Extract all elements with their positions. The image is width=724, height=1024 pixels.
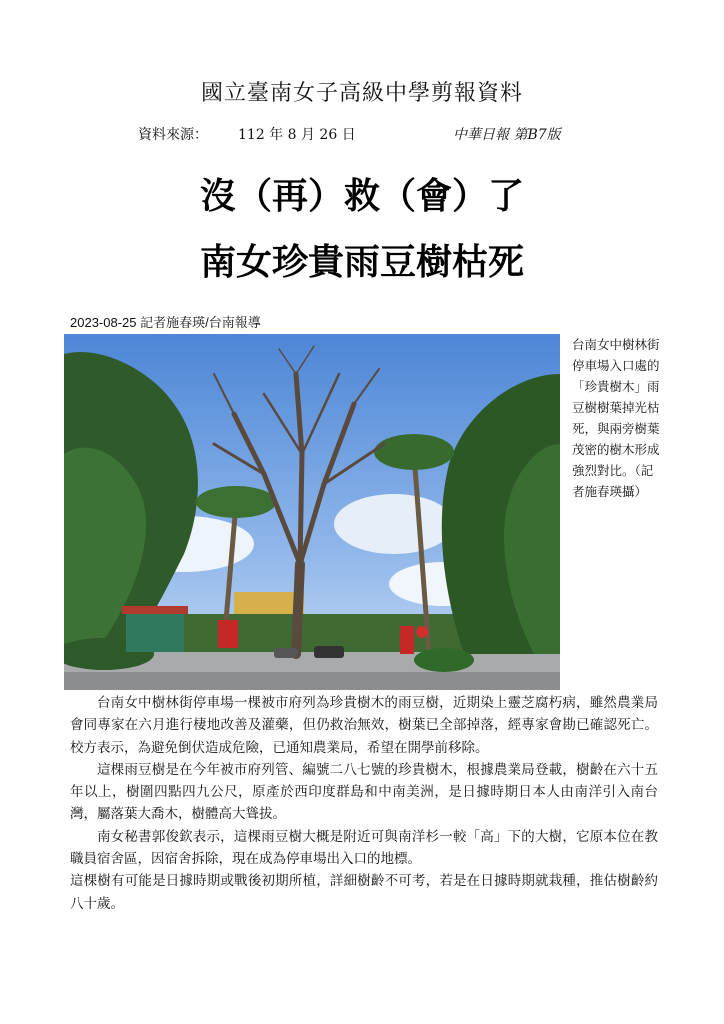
- paragraph-3: 南女秘書郭俊欽表示，這棵雨豆樹大概是附近可與南洋杉一較「高」下的大樹，它原本位在教職員宿舍區，因宿舍拆除，現在成為停車場出入口的地標。: [70, 828, 658, 868]
- source-paper: 中華日報 第B7版: [453, 127, 561, 143]
- byline: 2023-08-25 記者施春瑛/台南報導: [70, 315, 261, 330]
- school-title: 國立臺南女子高級中學剪報資料: [200, 81, 523, 106]
- article-photo: [64, 334, 560, 690]
- paragraph-1: 台南女中樹林街停車場一棵被市府列為珍貴樹木的雨豆樹，近期染上靈芝腐朽病，雖然農業局會同專家在六月進行棲地改善及灌藥，但仍救治無效，樹葉已全部掉落，經專家會勘已確認死亡。校方表示，為避免倒伏造成危險，已通知農業局，希望在開學前移除。: [70, 695, 658, 756]
- paragraph-4: 這棵樹有可能是日據時期或戰後初期所植，詳細樹齡不可考，若是在日據時期就栽種，推估樹齡約八十歲。: [70, 873, 658, 912]
- article-body: [70, 692, 658, 915]
- source-line: [138, 124, 618, 144]
- photo-caption: [572, 334, 664, 502]
- paragraph-2: 這棵雨豆樹是在今年被市府列管、編號二八七號的珍貴樹木，根據農業局登載，樹齡在六十五年以上，樹圍四點四九公尺，原產於西印度群島和中南美洲，是日據時期日本人由南洋引入南台灣，屬落葉大喬木，樹體高大聳拔。: [70, 761, 658, 823]
- source-label: 資料來源：: [138, 127, 208, 143]
- source-date: 112 年 8 月 26 日: [238, 127, 356, 143]
- photo-caption-text: 台南女中樹林街停車場入口處的「珍貴樹木」雨豆樹樹葉掉光枯死，與兩旁樹葉茂密的樹木形成強烈對比。（記者施春瑛攝）: [572, 337, 660, 499]
- headline-main: 沒（再）救（會）了: [199, 176, 524, 217]
- headline-sub: 南女珍貴雨豆樹枯死: [199, 242, 524, 283]
